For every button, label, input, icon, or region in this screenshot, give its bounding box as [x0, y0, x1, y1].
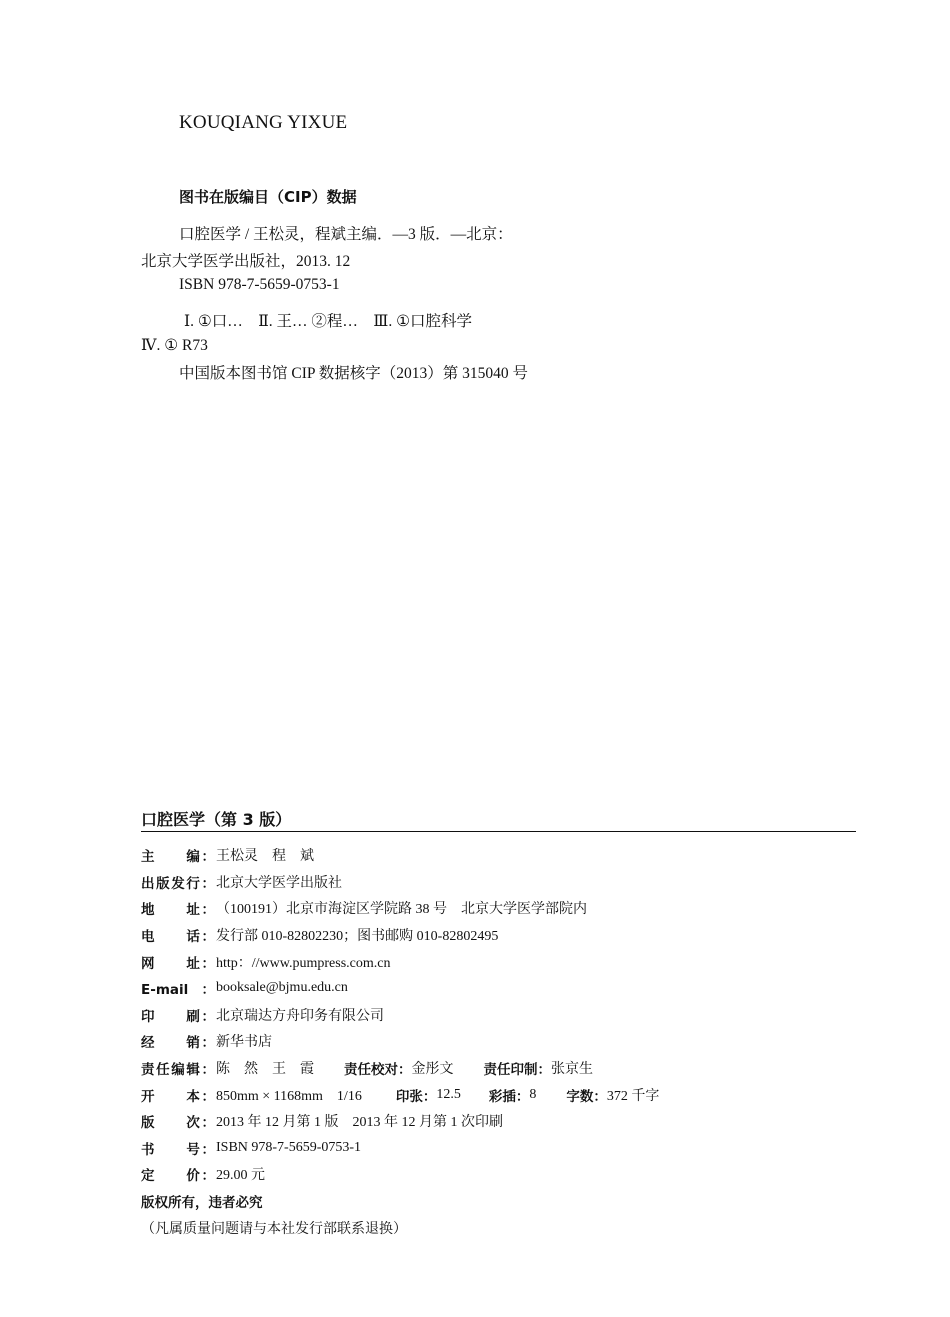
- cip-line-1: 口腔医学 / 王松灵，程斌主编．—3 版．—北京：: [179, 226, 513, 243]
- info-value: booksale@bjmu.edu.cn: [216, 980, 348, 996]
- colophon-info: [141, 842, 856, 1241]
- info-label: 书 号：: [141, 1141, 215, 1158]
- info-row-distributor: [141, 1028, 856, 1055]
- info-value: 王松灵 程 斌: [216, 849, 314, 865]
- info-value: 北京大学医学出版社: [216, 875, 342, 891]
- info-label: E-mail：: [141, 982, 215, 999]
- info-label: 电 话：: [141, 929, 215, 946]
- info-label: 经 销：: [141, 1035, 215, 1052]
- book-title: 口腔医学（第 3 版）: [141, 810, 292, 829]
- info-value: 北京瑞达方舟印务有限公司: [216, 1008, 384, 1024]
- info-row-printer: [141, 1002, 856, 1029]
- cip-classification: Ⅰ. ①口… Ⅱ. 王… ②程… Ⅲ. ①口腔科学: [184, 313, 473, 330]
- info-row-price: [141, 1161, 856, 1188]
- info-label: 印 刷：: [141, 1008, 215, 1025]
- info-label: 版 次：: [141, 1115, 215, 1132]
- info-row-email: [141, 975, 856, 1002]
- print-supervisor-value: 张京生: [551, 1062, 593, 1078]
- cip-classification-code: Ⅳ. ① R73: [141, 337, 208, 354]
- info-row-format: [141, 1081, 856, 1108]
- proofreader-value: 金彤文: [411, 1062, 454, 1078]
- info-label: 网 址：: [141, 955, 215, 972]
- info-row-phone: [141, 922, 856, 949]
- info-row-edition: [141, 1108, 856, 1135]
- color-plates-value: 8: [529, 1086, 537, 1102]
- color-plates-label: 彩插：: [488, 1088, 530, 1105]
- info-value: 29.00 元: [216, 1168, 265, 1184]
- info-row-publisher: [141, 869, 856, 896]
- info-label: 开 本：: [141, 1088, 215, 1105]
- info-value: 2013 年 12 月第 1 版 2013 年 12 月第 1 次印刷: [216, 1115, 503, 1131]
- info-row-address: [141, 895, 856, 922]
- info-row-editor: [141, 842, 856, 869]
- info-label: 责任编辑：: [141, 1062, 215, 1079]
- title-divider: [141, 831, 856, 832]
- info-label: 主 编：: [141, 849, 215, 866]
- return-notice: （凡属质量问题请与本社发行部联系退换）: [141, 1221, 407, 1237]
- copyright-notice: 版权所有，违者必究: [141, 1195, 263, 1212]
- info-value: 陈 然 王 霞: [216, 1062, 314, 1078]
- info-label: 定 价：: [141, 1168, 215, 1185]
- info-value: （100191）北京市海淀区学院路 38 号 北京大学医学部院内: [216, 902, 587, 918]
- info-label: 出版发行：: [141, 875, 215, 892]
- cip-isbn: ISBN 978-7-5659-0753-1: [179, 276, 340, 293]
- info-row-website: [141, 948, 856, 975]
- info-row-isbn: [141, 1135, 856, 1162]
- proofreader-label: 责任校对：: [344, 1062, 412, 1079]
- info-value: 发行部 010-82802230；图书邮购 010-82802495: [216, 929, 499, 945]
- cip-heading: 图书在版编目（CIP）数据: [179, 188, 357, 206]
- word-count-label: 字数：: [566, 1088, 607, 1105]
- print-supervisor-label: 责任印制：: [483, 1062, 551, 1079]
- info-row-responsible-staff: [141, 1055, 856, 1082]
- cip-line-2: 北京大学医学出版社，2013. 12: [141, 253, 351, 270]
- info-value: 新华书店: [216, 1035, 272, 1051]
- info-value: ISBN 978-7-5659-0753-1: [216, 1139, 362, 1155]
- word-count-value: 372 千字: [606, 1088, 660, 1104]
- info-value: http：//www.pumpress.com.cn: [216, 955, 391, 971]
- cip-record-number: 中国版本图书馆 CIP 数据核字（2013）第 315040 号: [179, 365, 529, 382]
- pinyin-title: KOUQIANG YIXUE: [179, 112, 348, 133]
- sheets-label: 印张：: [395, 1088, 437, 1105]
- info-value: 850mm × 1168mm 1/16: [216, 1088, 362, 1104]
- sheets-value: 12.5: [436, 1086, 461, 1102]
- info-label: 地 址：: [141, 902, 215, 919]
